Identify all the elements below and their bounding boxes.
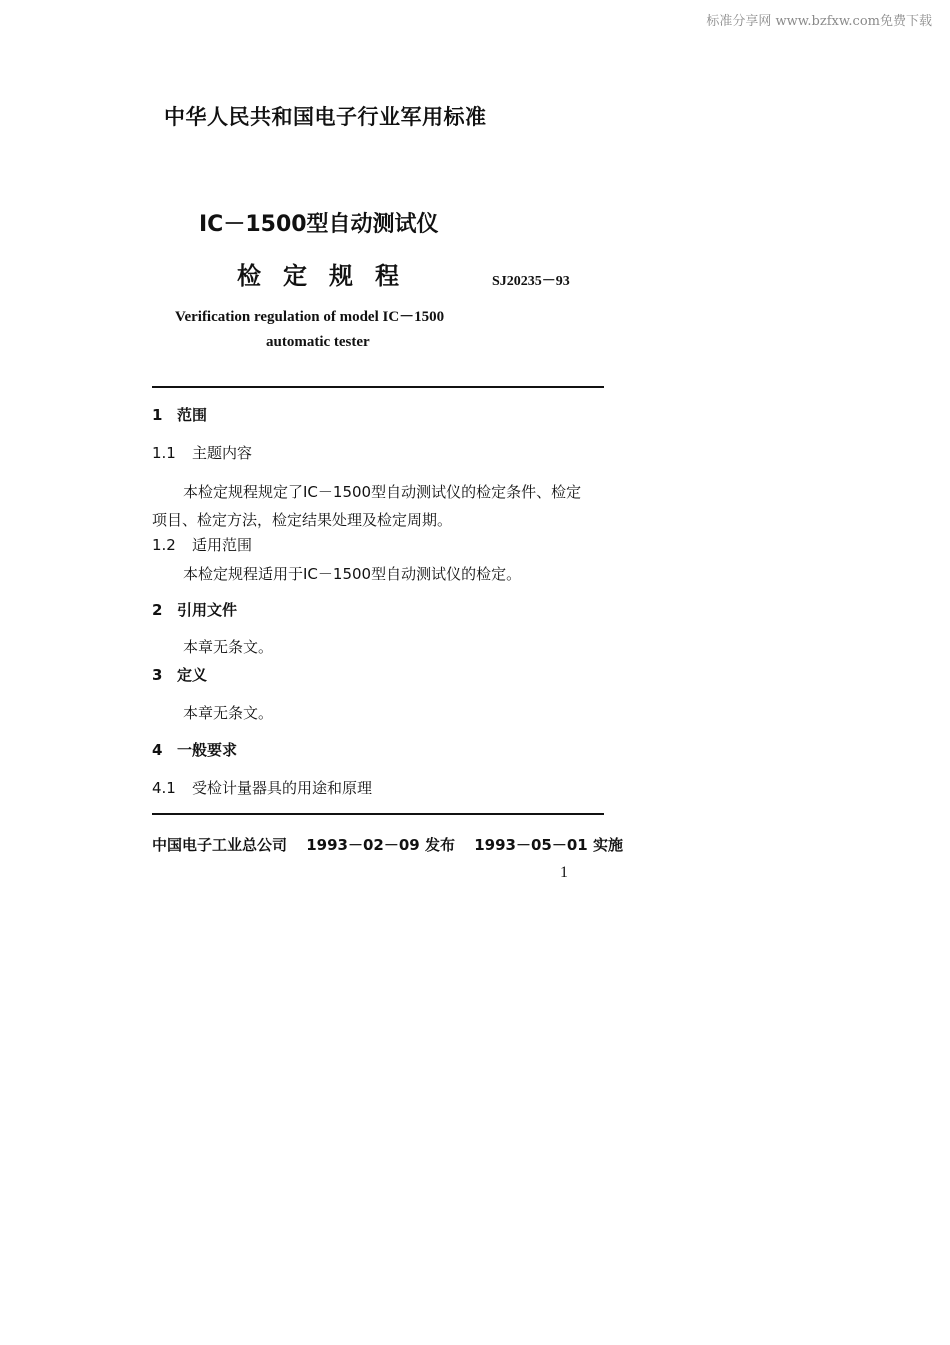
- document-title-line1: IC－1500型自动测试仪: [199, 212, 439, 237]
- footer-divider: [152, 813, 604, 815]
- section-number: 1: [152, 406, 163, 424]
- issue-footer: [152, 834, 623, 855]
- english-title-line2: automatic tester: [266, 334, 370, 350]
- header-divider: [152, 386, 604, 388]
- standard-category-heading: 中华人民共和国电子行业军用标准: [164, 105, 487, 129]
- issue-label: 发布: [424, 836, 455, 854]
- section-1-2-paragraph: 本检定规程适用于IC－1500型自动测试仪的检定。: [183, 565, 522, 583]
- section-title: 范围: [177, 406, 208, 424]
- page-number: 1: [560, 864, 568, 881]
- section-1-2-heading: [152, 534, 252, 555]
- effective-date: 1993－05－01: [474, 836, 588, 854]
- section-1-heading: [152, 404, 207, 425]
- section-number: 2: [152, 601, 163, 619]
- section-4-1-heading: [152, 777, 372, 798]
- section-number: 3: [152, 666, 163, 684]
- document-title-line2: 检定规程: [237, 262, 421, 290]
- section-2-heading: [152, 599, 237, 620]
- section-3-paragraph: 本章无条文。: [183, 704, 274, 722]
- section-number: 4: [152, 741, 163, 759]
- issuer-name: 中国电子工业总公司: [152, 836, 288, 854]
- section-number: 1.1: [152, 444, 176, 462]
- section-4-heading: [152, 739, 237, 760]
- effective-label: 实施: [592, 836, 623, 854]
- section-title: 受检计量器具的用途和原理: [192, 779, 373, 797]
- issue-date: 1993－02－09: [306, 836, 420, 854]
- section-2-paragraph: 本章无条文。: [183, 638, 274, 656]
- standard-code: SJ20235－93: [492, 274, 570, 289]
- section-title: 主题内容: [192, 444, 253, 462]
- section-number: 4.1: [152, 779, 176, 797]
- section-3-heading: [152, 664, 207, 685]
- english-title-line1: Verification regulation of model IC－1500: [175, 309, 445, 325]
- section-1-1-heading: [152, 442, 252, 463]
- section-1-1-paragraph-line1: 本检定规程规定了IC－1500型自动测试仪的检定条件、检定: [183, 483, 582, 501]
- section-title: 引用文件: [177, 601, 238, 619]
- section-title: 定义: [177, 666, 208, 684]
- watermark-text: 标准分享网 www.bzfxw.com免费下载: [706, 14, 932, 29]
- section-title: 适用范围: [192, 536, 253, 554]
- section-title: 一般要求: [177, 741, 238, 759]
- section-number: 1.2: [152, 536, 176, 554]
- section-1-1-paragraph-line2: 项目、检定方法，检定结果处理及检定周期。: [152, 511, 453, 529]
